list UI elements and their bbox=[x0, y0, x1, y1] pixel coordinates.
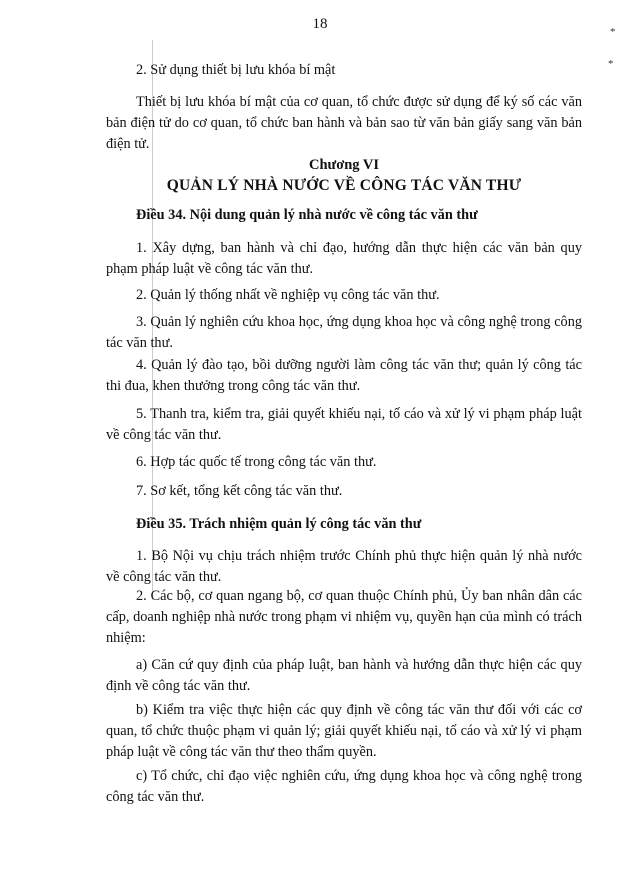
article-34-item: 5. Thanh tra, kiểm tra, giải quyết khiếu nại, tố cáo và xử lý vi phạm pháp luật về công tác văn thư. bbox=[106, 406, 582, 443]
chapter-title: QUẢN LÝ NHÀ NƯỚC VỀ CÔNG TÁC VĂN THƯ bbox=[166, 177, 522, 194]
article-34-item: 7. Sơ kết, tổng kết công tác văn thư. bbox=[136, 483, 343, 499]
article-35-item: b) Kiểm tra việc thực hiện các quy định về công tác văn thư đối với các cơ quan, tổ chức thuộc phạm vi quản lý; giải quyết khiếu nại, tố cáo và xử lý vi phạm pháp luật về công tác văn thư theo thẩm quyền. bbox=[106, 702, 582, 760]
section-2-heading: 2. Sử dụng thiết bị lưu khóa bí mật bbox=[136, 62, 336, 78]
article-34-heading: Điều 34. Nội dung quản lý nhà nước về công tác văn thư bbox=[136, 207, 478, 223]
article-35-item: c) Tổ chức, chỉ đạo việc nghiên cứu, ứng dụng khoa học và công nghệ trong công tác văn thư. bbox=[106, 768, 582, 805]
chapter-number: Chương VI bbox=[308, 157, 380, 173]
page-number: 18 bbox=[312, 16, 328, 32]
article-34-item: 4. Quản lý đào tạo, bồi dưỡng người làm công tác văn thư; quản lý công tác thi đua, khen thưởng trong công tác văn thư. bbox=[106, 357, 582, 394]
article-34-item: 6. Hợp tác quốc tế trong công tác văn thư. bbox=[136, 454, 377, 470]
article-35-item: a) Căn cứ quy định của pháp luật, ban hành và hướng dẫn thực hiện các quy định về công tác văn thư. bbox=[106, 657, 582, 694]
article-34-item: 3. Quản lý nghiên cứu khoa học, ứng dụng khoa học và công nghệ trong công tác văn thư. bbox=[106, 314, 582, 351]
article-35-heading: Điều 35. Trách nhiệm quản lý công tác văn thư bbox=[136, 516, 422, 532]
margin-mark: * bbox=[610, 26, 616, 38]
article-34-item: 2. Quản lý thống nhất về nghiệp vụ công tác văn thư. bbox=[136, 287, 440, 303]
section-2-body: Thiết bị lưu khóa bí mật của cơ quan, tổ chức được sử dụng để ký số các văn bản điện tử do cơ quan, tổ chức ban hành và bản sao từ văn bản giấy sang văn bản điện tử. bbox=[106, 94, 582, 152]
margin-mark: * bbox=[608, 58, 614, 70]
article-35-item: 1. Bộ Nội vụ chịu trách nhiệm trước Chính phủ thực hiện quản lý nhà nước về công tác văn thư. bbox=[106, 548, 582, 585]
article-34-item: 1. Xây dựng, ban hành và chỉ đạo, hướng dẫn thực hiện các văn bản quy phạm pháp luật về công tác văn thư. bbox=[106, 240, 582, 277]
article-35-item: 2. Các bộ, cơ quan ngang bộ, cơ quan thuộc Chính phủ, Ủy ban nhân dân các cấp, doanh nghiệp nhà nước trong phạm vi nhiệm vụ, quyền hạn của mình có trách nhiệm: bbox=[106, 588, 582, 646]
